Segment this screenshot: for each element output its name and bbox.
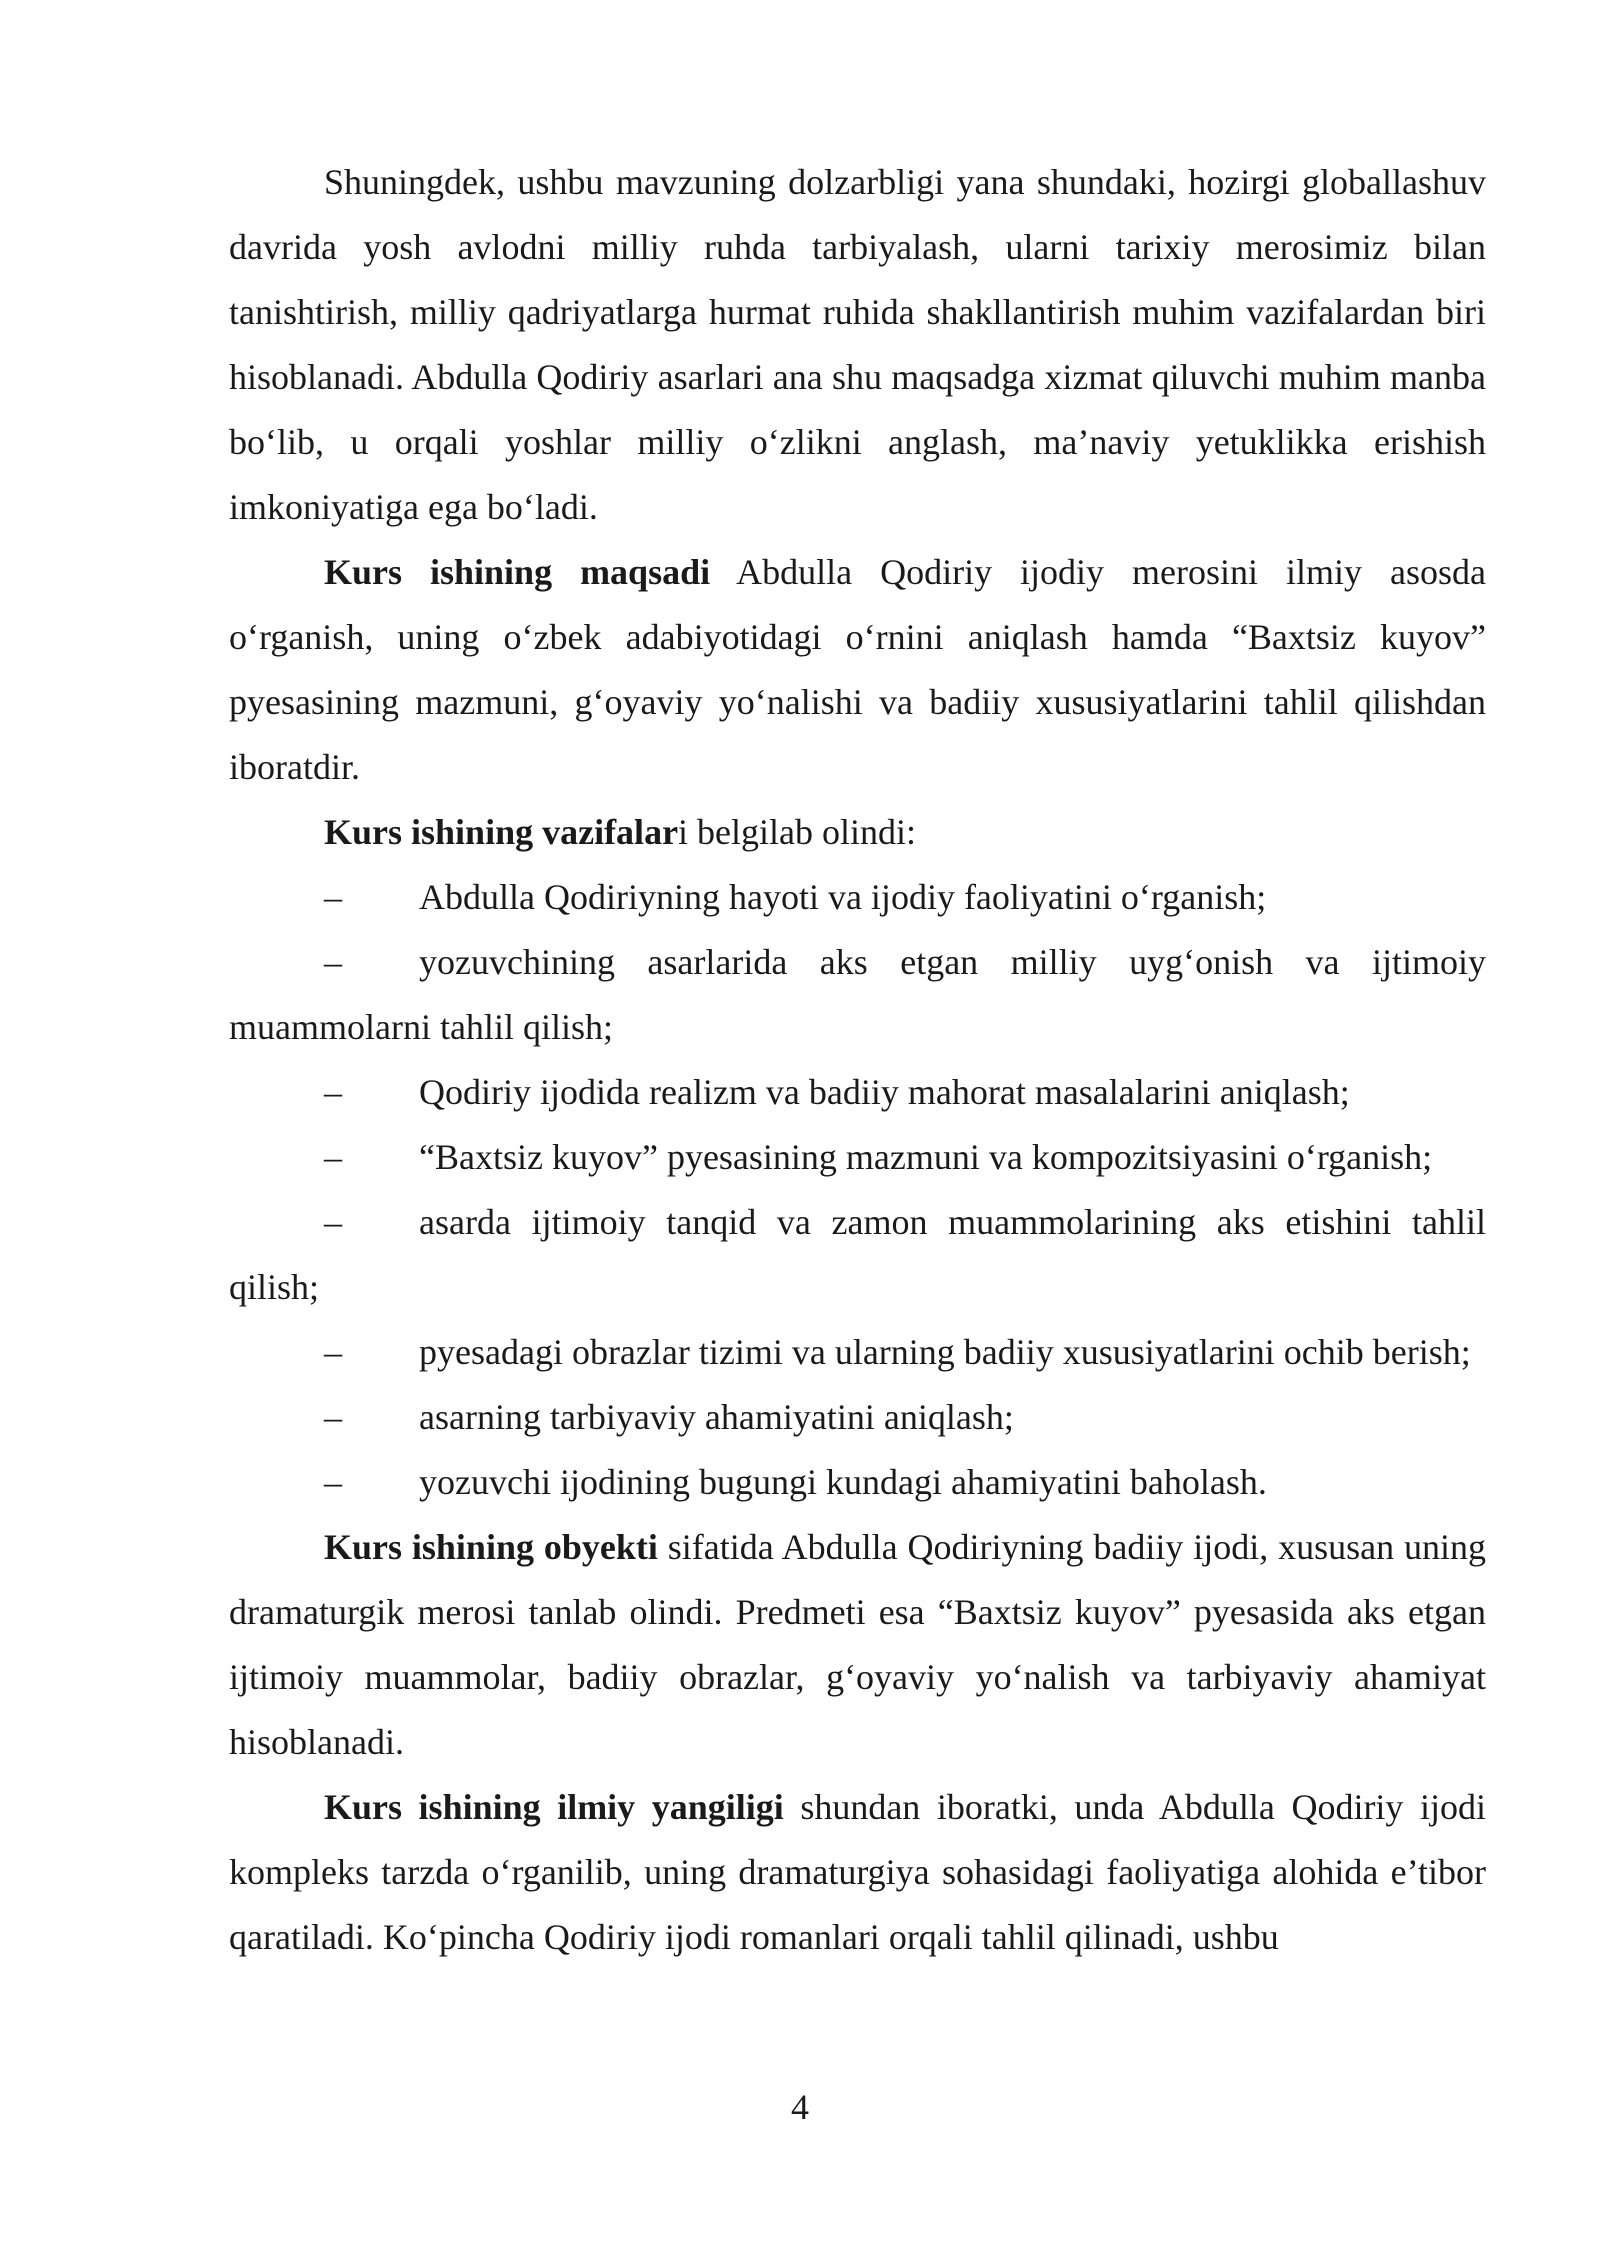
goal-heading: Kurs ishining maqsadi (324, 552, 711, 592)
paragraph-tasks-intro (229, 800, 1486, 865)
paragraph-novelty (229, 1775, 1486, 1970)
dash-bullet: – (324, 1137, 342, 1177)
dash-bullet: – (324, 1332, 342, 1372)
list-item (229, 865, 1486, 930)
paragraph-object (229, 1515, 1486, 1775)
object-text: sifatida Abdulla Qodiriyning badiiy ijodi, xususan uning dramaturgik merosi tanlab olindi. Predmeti esa “Baxtsiz kuyov” pyesasida aks etgan ijtimoiy muammolar, badiiy obrazlar, g‘oyaviy yo‘nalish va tarbiyaviy ahamiyat hisoblanadi. (229, 1527, 1486, 1762)
list-item (229, 1190, 1486, 1320)
paragraph-goal (229, 540, 1486, 800)
list-item-text: Qodiriy ijodida realizm va badiiy mahorat masalalarini aniqlash; (419, 1072, 1350, 1112)
list-item (229, 1385, 1486, 1450)
dash-bullet: – (324, 942, 342, 982)
object-heading: Kurs ishining obyekti (324, 1527, 658, 1567)
list-item (229, 1320, 1486, 1385)
novelty-text: shundan iboratki, unda Abdulla Qodiriy ijodi kompleks tarzda o‘rganilib, uning dramaturgiya sohasidagi faoliyatiga alohida e’tibor qaratiladi. Ko‘pincha Qodiriy ijodi romanlari orqali tahlil qilinadi, ushbu (229, 1787, 1486, 1957)
list-item-text: asarning tarbiyaviy ahamiyatini aniqlash; (419, 1397, 1014, 1437)
tasks-heading: Kurs ishining vazifalar (324, 812, 679, 852)
dash-bullet: – (324, 877, 342, 917)
list-item-text: Abdulla Qodiriyning hayoti va ijodiy faoliyatini o‘rganish; (419, 877, 1267, 917)
tasks-intro-text: i belgilab olindi: (678, 812, 917, 852)
dash-bullet: – (324, 1072, 342, 1112)
dash-bullet: – (324, 1397, 342, 1437)
body-text (229, 150, 1486, 1970)
list-item-text: pyesadagi obrazlar tizimi va ularning badiiy xususiyatlarini ochib berish; (419, 1332, 1471, 1372)
list-item-text: asarda ijtimoiy tanqid va zamon muammolarining aks etishini tahlil qilish; (229, 1202, 1486, 1307)
list-item (229, 1060, 1486, 1125)
dash-bullet: – (324, 1202, 342, 1242)
paragraph-relevance: Shuningdek, ushbu mavzuning dolzarbligi yana shundaki, hozirgi globallashuv davrida yosh avlodni milliy ruhda tarbiyalash, ularni tarixiy merosimiz bilan tanishtirish, milliy qadriyatlarga hurmat ruhida shakllantirish muhim vazifalardan biri hisoblanadi. Abdulla Qodiriy asarlari ana shu maqsadga xizmat qiluvchi muhim manba bo‘lib, u orqali yoshlar milliy o‘zlikni anglash, ma’naviy yetuklikka erishish imkoniyatiga ega bo‘ladi. (229, 162, 1486, 527)
dash-bullet: – (324, 1462, 342, 1502)
tasks-list (229, 865, 1486, 1515)
goal-text: Abdulla Qodiriy ijodiy merosini ilmiy asosda o‘rganish, uning o‘zbek adabiyotidagi o‘rnini aniqlash hamda “Baxtsiz kuyov” pyesasining mazmuni, g‘oyaviy yo‘nalishi va badiiy xususiyatlarini tahlil qilishdan iboratdir. (229, 552, 1486, 787)
list-item-text: yozuvchi ijodining bugungi kundagi ahamiyatini baholash. (419, 1462, 1267, 1502)
page-number: 4 (791, 2087, 809, 2127)
list-item (229, 1450, 1486, 1515)
list-item (229, 1125, 1486, 1190)
novelty-heading: Kurs ishining ilmiy yangiligi (324, 1787, 784, 1827)
list-item (229, 930, 1486, 1060)
list-item-text: yozuvchining asarlarida aks etgan milliy uyg‘onish va ijtimoiy muammolarni tahlil qilish; (229, 942, 1486, 1047)
list-item-text: “Baxtsiz kuyov” pyesasining mazmuni va kompozitsiyasini o‘rganish; (419, 1137, 1433, 1177)
